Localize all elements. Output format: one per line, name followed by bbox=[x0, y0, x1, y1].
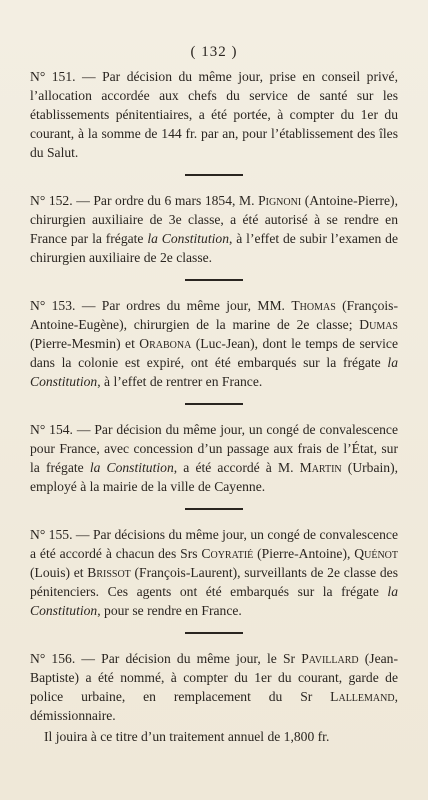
page-number: ( 132 ) bbox=[190, 44, 238, 60]
decision-body: (Louis) et bbox=[30, 565, 88, 580]
person-name: Pignoni bbox=[258, 193, 302, 208]
decision-number: N° 154. bbox=[30, 422, 73, 437]
person-name: Brissot bbox=[87, 565, 131, 580]
decision-body: , démissionnaire. bbox=[30, 689, 398, 723]
decision-text bbox=[30, 191, 398, 267]
person-name: Quénot bbox=[354, 546, 398, 561]
separator-rule bbox=[185, 174, 243, 176]
person-name: Coyratié bbox=[201, 546, 254, 561]
decision-number: N° 156. bbox=[30, 651, 76, 666]
person-name: Martin bbox=[299, 460, 342, 475]
decision-number: N° 151. bbox=[30, 69, 76, 84]
ship-name: la Constitution bbox=[147, 231, 230, 246]
decision-text bbox=[30, 296, 398, 391]
decision-text bbox=[30, 67, 398, 162]
decision-number: N° 155. bbox=[30, 527, 73, 542]
decision-body: (Urbain), employé à la mairie de la ville de Cayenne. bbox=[30, 460, 398, 494]
decision-note: Il jouira à ce titre d’un traitement annuel de 1,800 fr. bbox=[44, 729, 330, 744]
separator-rule bbox=[185, 403, 243, 405]
decision-body: (Pierre-Antoine), bbox=[253, 546, 355, 561]
decision-153 bbox=[30, 296, 398, 391]
decision-156 bbox=[30, 649, 398, 746]
decision-body: (Luc-Jean), dont le temps de service dans la colonie est expiré, ont été embarqués sur la frégate bbox=[30, 336, 398, 370]
decision-text bbox=[30, 649, 398, 725]
ship-name: la Constitution bbox=[89, 460, 174, 475]
decision-body: (Pierre-Mesmin) et bbox=[30, 336, 140, 351]
decision-body: (Jean-Baptiste) a été nommé, à compter du 1er du courant, garde de police urbaine, en remplacement du Sr bbox=[30, 651, 398, 704]
separator-rule bbox=[185, 279, 243, 281]
separator-rule bbox=[185, 632, 243, 634]
ship-name: la Constitution bbox=[30, 584, 398, 618]
decision-155 bbox=[30, 525, 398, 620]
decision-body: (François-Laurent), surveillants de 2e classe des pénitenciers. Ces agents ont été embarqués sur la frégate bbox=[30, 565, 398, 599]
person-name: Thomas bbox=[291, 298, 336, 313]
separator-rule bbox=[185, 508, 243, 510]
decision-body: — Par décision du même jour, le Sr bbox=[81, 651, 302, 666]
decision-body: , pour se rendre en France. bbox=[97, 603, 242, 618]
decision-body: (Antoine-Pierre), chirurgien auxiliaire de 3e classe, a été autorisé à se rendre en France par la frégate bbox=[30, 193, 398, 246]
person-name: Orabona bbox=[139, 336, 192, 351]
decision-text bbox=[30, 525, 398, 620]
decision-body: — Par décisions du même jour, un congé de convalescence a été accordé à chacun des Srs bbox=[30, 527, 399, 561]
decision-body: , à l’effet de subir l’examen de chirurgien auxiliaire de 2e classe. bbox=[30, 231, 399, 265]
person-name: Pavillard bbox=[301, 651, 359, 666]
decision-151 bbox=[30, 67, 398, 162]
decision-body: — Par ordres du même jour, MM. bbox=[81, 298, 292, 313]
decision-body: , à l’effet de rentrer en France. bbox=[97, 374, 263, 389]
decision-body: , a été accordé à M. bbox=[173, 460, 300, 475]
decision-body: — Par décision du même jour, prise en conseil privé, l’allocation accordée aux chefs du service de santé sur les établissements pénitentiaires, a été portée, à compter du 1er du courant, à la somme de 144 fr. par an, pour l’établissement des îles du Salut. bbox=[30, 69, 398, 160]
decision-154 bbox=[30, 420, 398, 496]
decision-body: (François-Antoine-Eugène), chirurgien de la marine de 2e classe; bbox=[30, 298, 398, 332]
decision-text bbox=[30, 420, 398, 496]
decision-body: — Par ordre du 6 mars 1854, M. bbox=[76, 193, 259, 208]
person-name: Dumas bbox=[359, 317, 398, 332]
decision-number: N° 152. bbox=[30, 193, 73, 208]
person-name: Lallemand bbox=[330, 689, 395, 704]
decision-body: — Par décision du même jour, un congé de convalescence pour France, avec concession d’un passage aux frais de l’État, sur la frégate bbox=[30, 422, 398, 475]
ship-name: la Constitution bbox=[30, 355, 398, 389]
decision-number: N° 153. bbox=[30, 298, 76, 313]
decision-152 bbox=[30, 191, 398, 267]
